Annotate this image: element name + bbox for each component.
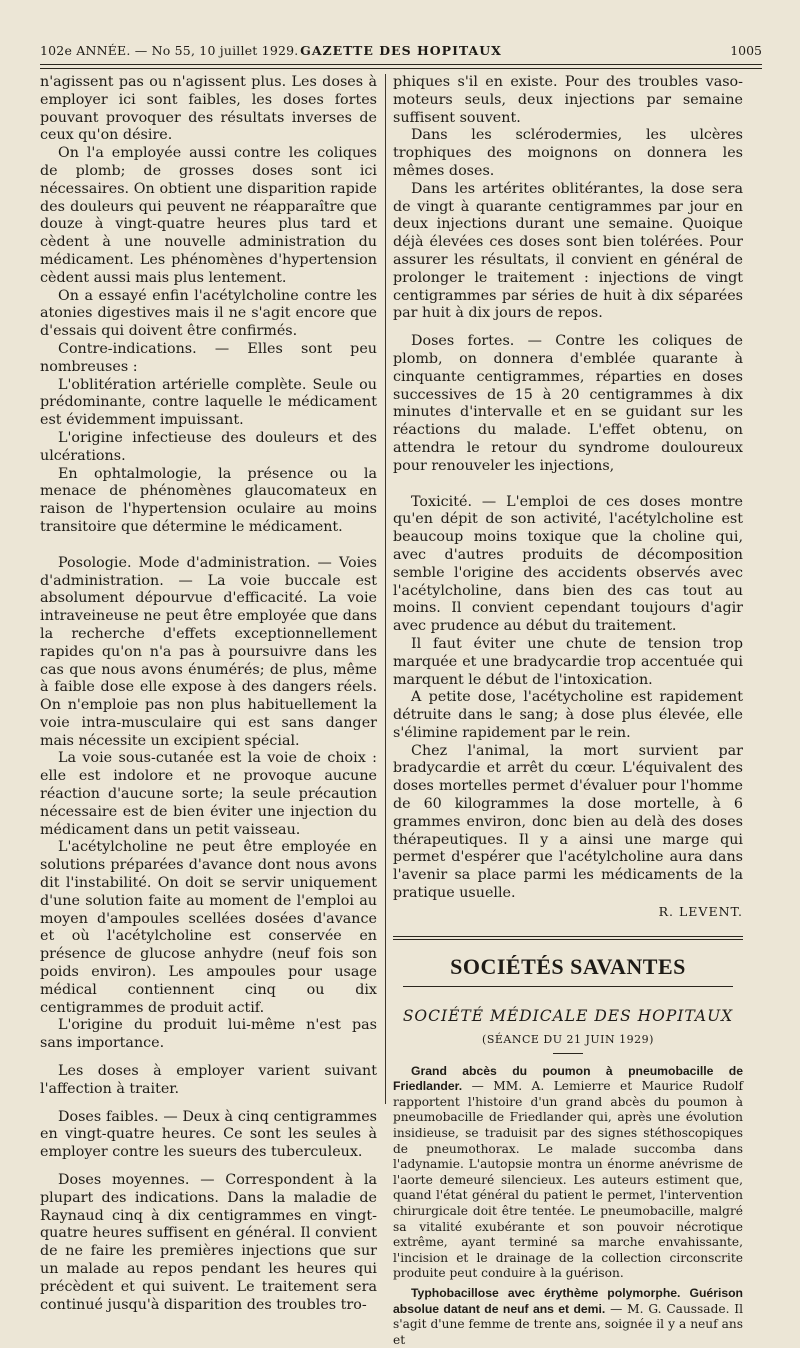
paragraph: L'origine du produit lui-même n'est pas sans importance. — [40, 1017, 377, 1052]
paragraph: A petite dose, l'acétycholine est rapidement détruite dans le sang; à dose plus élevée, elle s'élimine rapidement par le rein. — [393, 689, 743, 741]
section-separator — [393, 936, 743, 940]
paragraph-doses-fortes: Doses fortes. — Contre les coliques de plomb, on donnera d'emblée quarante à cinquante centigrammes, réparties en doses successives de 15 à 20 centigrammes à dix minutes d'intervalle et en se guidant sur les réactions du malade. L'effet obtenu, on attendra le retour du syndrome douloureux pour renouveler les injections, — [393, 333, 743, 474]
paragraph: En ophtalmologie, la présence ou la menace de phénomènes glaucomateux en raison de l'hypertension oculaire au moins transitoire que détermine le médicament. — [40, 465, 377, 535]
author-signature: R. LEVENT. — [658, 903, 743, 919]
paragraph: Il faut éviter une chute de tension trop marquée et une bradycardie trop accentuée qui marquent le début de l'intoxication. — [393, 635, 743, 688]
session-date: (SÉANCE DU 21 JUIN 1929) — [482, 1032, 654, 1046]
paragraph: Dans les artérites oblitérantes, la dose sera de vingt à quarante centigrammes par jour en deux injections durant une semaine. Quoique déjà élevées ces doses sont bien tolérées. Pour assurer les résultats, il convient en général de prolonger le traitement : injections de vingt centigrammes par séries de huit à dix séparées par huit à dix jours de repos. — [393, 180, 743, 322]
paragraph-doses: Les doses à employer varient suivant l'affection à traiter. — [40, 1063, 377, 1097]
paragraph-toxicite: Toxicité. — L'emploi de ces doses montre qu'en dépit de son activité, l'acétylcholine est beaucoup moins toxique que la choline qui, avec d'autres produits de décomposition semble l'origine des accidents observés avec l'acétylcholine, dans bien des cas tout au moins. Il convient cependant toujours d'agir avec prudence au début du traitement. — [393, 493, 743, 635]
running-header — [40, 41, 762, 63]
abstract-typhobacillose — [393, 1286, 743, 1348]
paragraph-doses-moyennes: Doses moyennes. — Correspondent à la plupart des indications. Dans la maladie de Raynaud cinq à dix centigrammes en vingt-quatre heures suffisent en général. Il convient de ne faire les premières injections que sur un malade au repos pendant les heures qui précèdent et qui suivent. Le traitement sera continué jusqu'à disparition des troubles tro- — [40, 1172, 377, 1313]
paragraph: On a essayé enfin l'acétylcholine contre les atonies digestives mais il ne s'agit encore que d'essais qui doivent être confirmés. — [40, 287, 377, 340]
paragraph-posologie: Posologie. Mode d'administration. — Voies d'administration. — La voie buccale est absolument dépourvue d'efficacité. La voie intraveineuse ne peut être employée que dans la recherche d'effets exceptionnellement rapides qu'on n'a pas à poursuivre dans les cas que nous avons énumérés; de plus, même à faible dose elle expose à des dangers réels. On n'emploie pas non plus habituellement la voie intra-musculaire qui est sans danger mais nécessite un excipient spécial. — [40, 554, 377, 749]
abstract-title: Grand abcès du poumon à pneumobacille de Friedlander. — [393, 1063, 743, 1094]
abstract-friedlander — [393, 1064, 743, 1282]
journal-title: GAZETTE DES HOPITAUX — [300, 43, 502, 58]
paragraph-doses-faibles: Doses faibles. — Deux à cinq centigrammes en vingt-quatre heures. Ce sont les seules à employer contre les sueurs des tuberculeux. — [40, 1108, 377, 1161]
paragraph: Dans les sclérodermies, les ulcères trophiques des moignons on donnera les mêmes doses. — [393, 127, 743, 179]
left-column — [40, 74, 377, 1313]
issue-info: 102e ANNÉE. — No 55, 10 juillet 1929. — [40, 43, 299, 58]
column-divider — [385, 74, 386, 1104]
abstract-body: — M. G. Caussade. Il s'agit d'une femme de trente ans, soignée il y a neuf ans et — [393, 1301, 743, 1347]
paragraph: L'origine infectieuse des douleurs et des ulcérations. — [40, 429, 377, 464]
abstract-title: Typhobacillose avec érythème polymorphe. Guérison absolue datant de neuf ans et demi. — [393, 1285, 743, 1316]
paragraph: n'agissent pas ou n'agissent plus. Les doses à employer ici sont faibles, les doses fortes pouvant provoquer des résultats inverses de ceux qu'on désire. — [40, 74, 377, 144]
short-rule — [553, 1053, 583, 1054]
abstract-body: — MM. A. Lemierre et Maurice Rudolf rapportent l'histoire d'un grand abcès du poumon à pneumobacille de Friedlander qui, après une évolution insidieuse, se traduisit par des signes stéthoscopiques de pneumothorax. Le malade succomba dans l'adynamie. L'autopsie montra un énorme anévrisme de l'aorte demeuré silencieux. Les auteurs estiment que, quand l'état général du patient le permet, l'intervention chirurgicale doit être tentée. Le pneumobacille, malgré sa vitalité exubérante et son pouvoir nécrotique extrême, ayant terminé sa marche envahissante, l'incision et le drainage de la collection circonscrite produite peut conduire à la guérison. — [393, 1079, 743, 1281]
right-column — [393, 74, 743, 1347]
paragraph: On l'a employée aussi contre les coliques de plomb; de grosses doses sont ici nécessaires. On obtient une disparition rapide des douleurs qui peuvent ne réapparaître que douze à vingt-quatre heures plus tard et cèdent à une nouvelle administration du médicament. Les phénomènes d'hypertension cèdent aussi mais plus lentement. — [40, 145, 377, 286]
paragraph: L'acétylcholine ne peut être employée en solutions préparées d'avance dont nous avons dit l'instabilité. On doit se servir uniquement d'une solution faite au moment de l'emploi au moyen d'ampoules scellées dosées d'avance et où l'acétylcholine est conservée en présence de glucose anhydre (neuf fois son poids environ). Les ampoules pour usage médical contiennent cinq ou dix centigrammes de produit actif. — [40, 839, 377, 1016]
page-number: 1005 — [730, 43, 762, 58]
paragraph: La voie sous-cutanée est la voie de choix : elle est indolore et ne provoque aucune réaction d'aucune sorte; la seule précaution nécessaire est de bien éviter une injection du médicament dans un petit vaisseau. — [40, 750, 377, 838]
paragraph: Chez l'animal, la mort survient par bradycardie et arrêt du cœur. L'équivalent des doses mortelles permet d'évaluer pour l'homme de 60 kilogrammes la dose mortelle, à 6 grammes environ, donc bien au delà des doses thérapeutiques. Il y a ainsi une marge qui permet d'espérer que l'acétylcholine aura dans l'avenir sa place parmi les médicaments de la pratique usuelle. — [393, 742, 743, 902]
header-rule — [40, 64, 762, 69]
society-name: SOCIÉTÉ MÉDICALE DES HOPITAUX — [402, 1006, 734, 1025]
paragraph: phiques s'il en existe. Pour des troubles vaso-moteurs seuls, deux injections par semaine suffisent souvent. — [393, 74, 743, 126]
section-title-rule — [403, 986, 733, 987]
section-title: SOCIÉTÉS SAVANTES — [450, 953, 686, 979]
paragraph: L'oblitération artérielle complète. Seule ou prédominante, contre laquelle le médicament est évidemment impuissant. — [40, 376, 377, 429]
paragraph-contre-indications: Contre-indications. — Elles sont peu nombreuses : — [40, 340, 377, 375]
